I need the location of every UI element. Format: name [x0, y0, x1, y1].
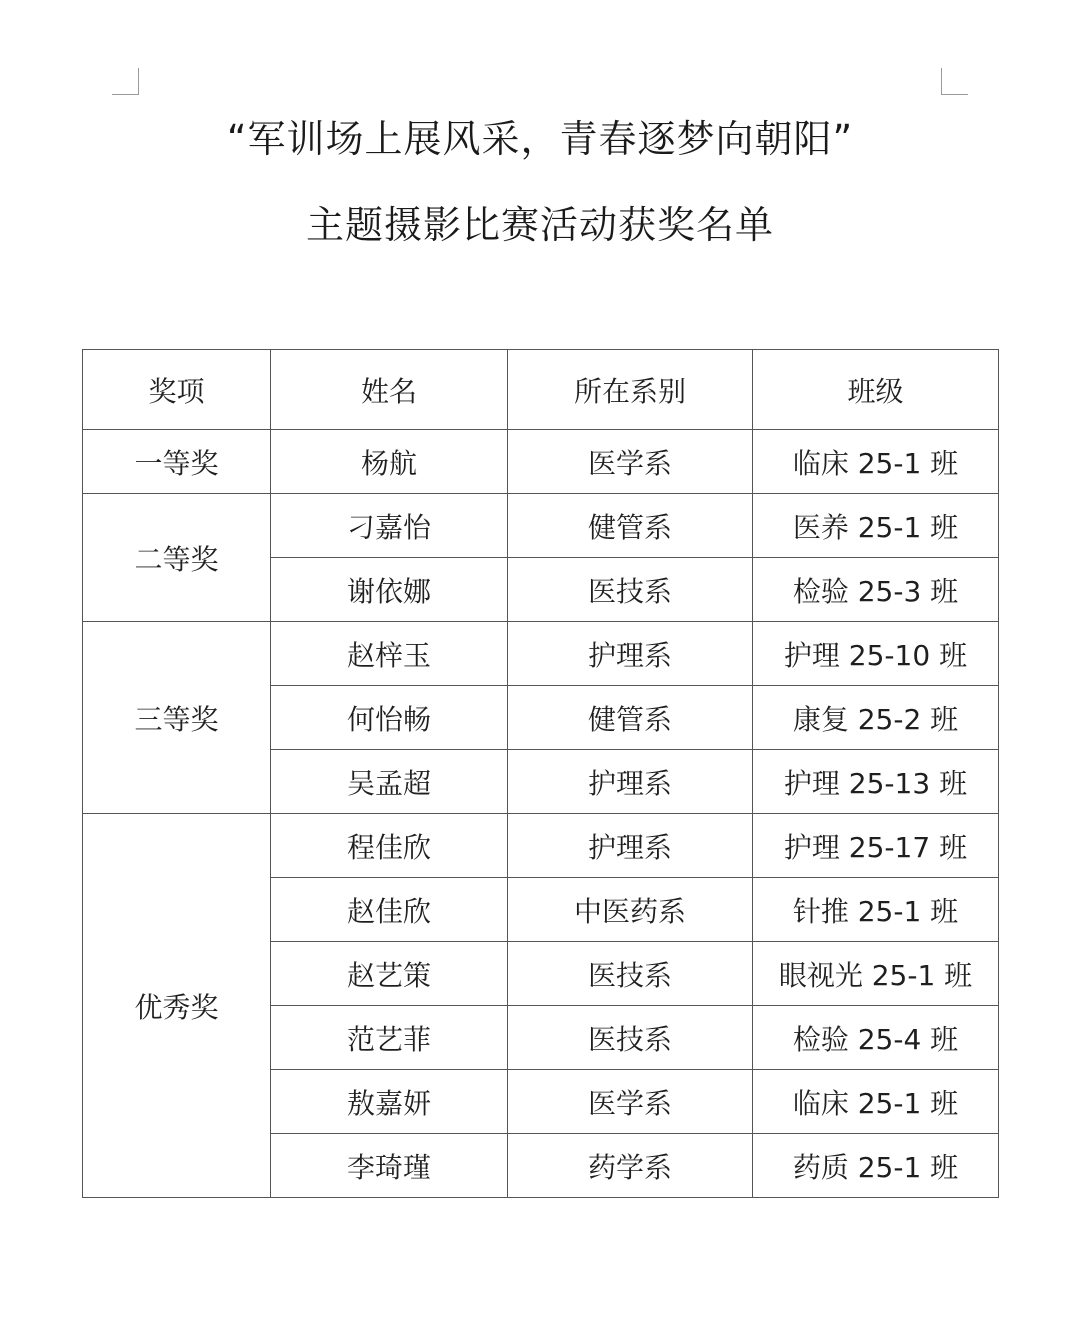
name-cell: 何怡畅	[271, 686, 508, 750]
header-class: 班级	[753, 350, 999, 430]
name-cell: 吴孟超	[271, 750, 508, 814]
page-corner-mark-right	[941, 68, 968, 95]
department-cell: 医学系	[508, 1070, 753, 1134]
name-cell: 李琦瑾	[271, 1134, 508, 1198]
name-cell: 范艺菲	[271, 1006, 508, 1070]
department-cell: 医技系	[508, 558, 753, 622]
table-row	[83, 494, 999, 558]
class-cell: 检验 25-3 班	[753, 558, 999, 622]
class-cell: 临床 25-1 班	[753, 1070, 999, 1134]
department-cell: 中医药系	[508, 878, 753, 942]
table-row	[83, 622, 999, 686]
name-cell: 程佳欣	[271, 814, 508, 878]
table-header-row	[83, 350, 999, 430]
class-cell: 护理 25-13 班	[753, 750, 999, 814]
name-cell: 赵梓玉	[271, 622, 508, 686]
class-cell: 医养 25-1 班	[753, 494, 999, 558]
department-cell: 护理系	[508, 622, 753, 686]
award-level-cell: 二等奖	[83, 494, 271, 622]
department-cell: 护理系	[508, 814, 753, 878]
award-level-cell: 三等奖	[83, 622, 271, 814]
department-cell: 医学系	[508, 430, 753, 494]
document-title-line2: 主题摄影比赛活动获奖名单	[305, 203, 774, 247]
class-cell: 检验 25-4 班	[753, 1006, 999, 1070]
department-cell: 健管系	[508, 494, 753, 558]
name-cell: 赵艺策	[271, 942, 508, 1006]
department-cell: 护理系	[508, 750, 753, 814]
name-cell: 刁嘉怡	[271, 494, 508, 558]
department-cell: 健管系	[508, 686, 753, 750]
table-row	[83, 814, 999, 878]
department-cell: 医技系	[508, 942, 753, 1006]
page-corner-mark-left	[112, 68, 139, 95]
award-level-cell: 优秀奖	[83, 814, 271, 1198]
header-department: 所在系别	[508, 350, 753, 430]
award-table	[82, 349, 999, 1198]
class-cell: 护理 25-10 班	[753, 622, 999, 686]
department-cell: 药学系	[508, 1134, 753, 1198]
class-cell: 护理 25-17 班	[753, 814, 999, 878]
header-award: 奖项	[83, 350, 271, 430]
award-level-cell: 一等奖	[83, 430, 271, 494]
department-cell: 医技系	[508, 1006, 753, 1070]
name-cell: 杨航	[271, 430, 508, 494]
name-cell: 赵佳欣	[271, 878, 508, 942]
class-cell: 药质 25-1 班	[753, 1134, 999, 1198]
class-cell: 眼视光 25-1 班	[753, 942, 999, 1006]
header-name: 姓名	[271, 350, 508, 430]
document-title-line1: “军训场上展风采，青春逐梦向朝阳”	[226, 117, 854, 161]
class-cell: 康复 25-2 班	[753, 686, 999, 750]
class-cell: 针推 25-1 班	[753, 878, 999, 942]
class-cell: 临床 25-1 班	[753, 430, 999, 494]
table-row	[83, 430, 999, 494]
name-cell: 谢依娜	[271, 558, 508, 622]
name-cell: 敖嘉妍	[271, 1070, 508, 1134]
